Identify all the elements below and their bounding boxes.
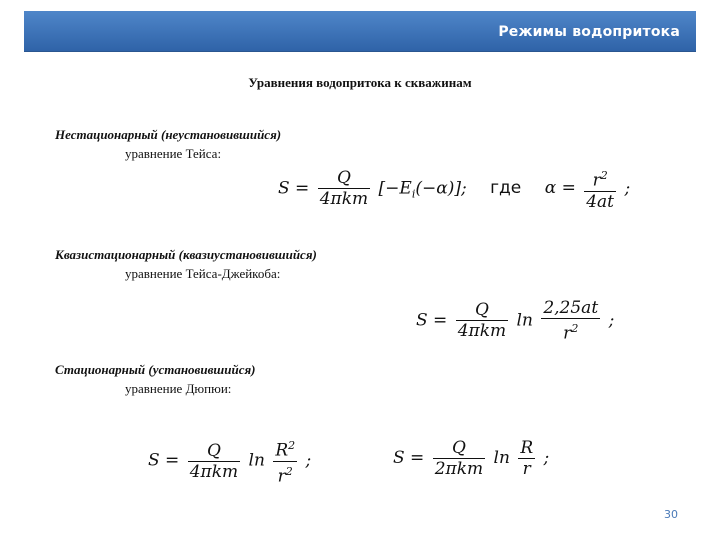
formula-term: [−E bbox=[378, 178, 412, 199]
fraction-denominator: r bbox=[522, 459, 531, 479]
formula-end: ; bbox=[624, 178, 631, 199]
fraction-denominator: 4πkm bbox=[457, 321, 507, 342]
header-title: Режимы водопритока bbox=[498, 24, 680, 40]
formula-term-end: (−α)]; bbox=[415, 178, 467, 199]
section-heading-stationary: Стационарный (установившийся) bbox=[55, 362, 256, 377]
fraction-log bbox=[273, 436, 297, 486]
fraction-log bbox=[518, 438, 535, 479]
formula-lhs: S = bbox=[278, 178, 310, 199]
fraction-alpha bbox=[584, 166, 616, 212]
fraction-numerator: 2,25at bbox=[543, 298, 599, 318]
section-heading-quasistationary: Квазистационарный (квазиустановившийся) bbox=[55, 247, 317, 262]
formula-lhs: S = bbox=[148, 450, 180, 471]
page-number: 30 bbox=[664, 508, 678, 521]
fraction-numerator: Q bbox=[318, 168, 370, 189]
formula-end: ; bbox=[305, 450, 312, 471]
fraction-numerator: $r^2$ bbox=[584, 166, 616, 192]
formula-end: ; bbox=[608, 310, 615, 331]
fraction-numerator: Q bbox=[188, 441, 240, 462]
section-subheading-dupuit: уравнение Дюпюи: bbox=[125, 381, 232, 396]
section-heading-nonstationary: Нестационарный (неустановившийся) bbox=[55, 127, 282, 142]
fraction-denominator: 4πkm bbox=[189, 461, 239, 482]
formula-ln: ln bbox=[516, 310, 533, 331]
formula-theis-jacob bbox=[416, 298, 614, 344]
fraction-denominator: $r^2$ bbox=[277, 464, 293, 487]
formula-where: где bbox=[490, 178, 522, 199]
formula-dupuit-1 bbox=[148, 436, 311, 486]
formula-alpha: α = bbox=[544, 178, 576, 199]
formula-subscript: i bbox=[411, 187, 416, 201]
formula-end: ; bbox=[543, 448, 550, 468]
slide-title: Уравнения водопритока к скважинам bbox=[248, 75, 472, 90]
formula-dupuit-2 bbox=[393, 438, 549, 479]
fraction-log bbox=[541, 298, 600, 344]
fraction bbox=[456, 300, 508, 341]
fraction-numerator: Q bbox=[456, 300, 508, 321]
fraction-denominator: $r^2$ bbox=[563, 322, 579, 344]
fraction-numerator: R bbox=[520, 438, 534, 458]
fraction-denominator: 4at bbox=[586, 191, 615, 212]
section-subheading-theis-jacob: уравнение Тейса-Джейкоба: bbox=[125, 266, 281, 281]
section-subheading-theis: уравнение Тейса: bbox=[125, 146, 222, 161]
formula-theis bbox=[278, 166, 630, 212]
fraction bbox=[433, 438, 485, 479]
fraction-denominator: 4πkm bbox=[319, 189, 369, 210]
header-bar bbox=[24, 11, 696, 52]
fraction bbox=[188, 441, 240, 482]
formula-ln: ln bbox=[493, 448, 510, 468]
fraction-numerator: Q bbox=[433, 438, 485, 459]
fraction bbox=[318, 168, 370, 209]
formula-ln: ln bbox=[248, 450, 265, 471]
formula-lhs: S = bbox=[416, 310, 448, 331]
formula-lhs: S = bbox=[393, 448, 425, 468]
fraction-denominator: 2πkm bbox=[434, 459, 484, 479]
fraction-numerator: $R^2$ bbox=[273, 436, 297, 462]
